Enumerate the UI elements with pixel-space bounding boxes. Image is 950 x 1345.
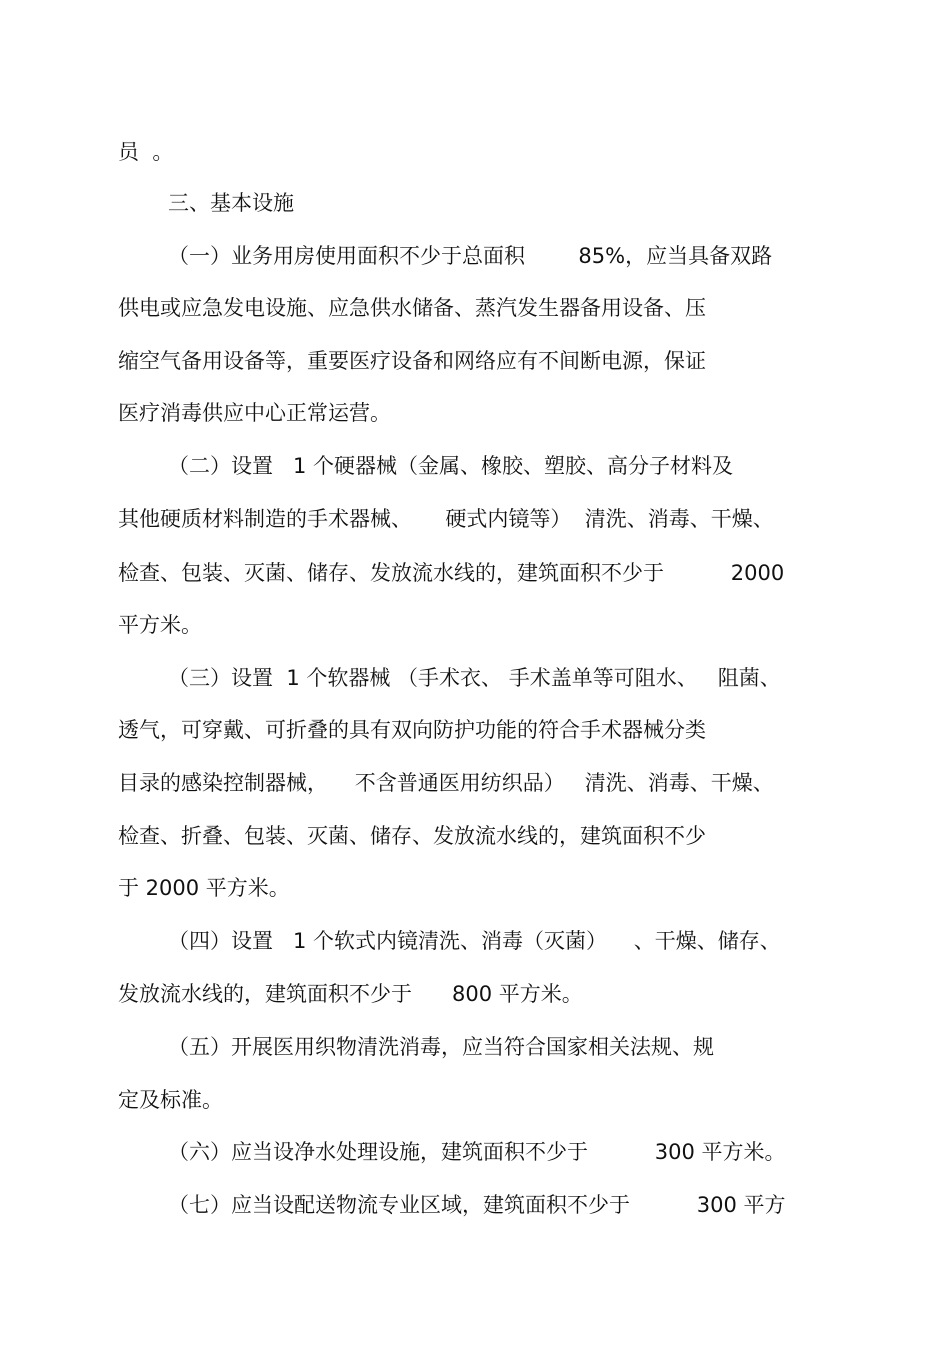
text-line-15: 于 2000 平方米。 [118,876,290,900]
text-line-20: （六）应当设净水处理设施，建筑面积不少于 300 平方米。 [168,1140,786,1164]
text-line-14: 检查、折叠、包装、灭菌、储存、发放流水线的，建筑面积不少 [118,824,706,848]
text-line-18: （五）开展医用织物清洗消毒，应当符合国家相关法规、规 [168,1035,714,1059]
text-line-16: （四）设置 1 个软式内镜清洗、消毒（灭菌） 、干燥、储存、 [168,929,781,953]
section-heading-basic-facilities: 三、基本设施 [168,191,294,215]
text-line-4: 供电或应急发电设施、应急供水储备、蒸汽发生器备用设备、压 [118,296,706,320]
text-line-12: 透气，可穿戴、可折叠的具有双向防护功能的符合手术器械分类 [118,718,706,742]
text-line-13: 目录的感染控制器械， 不含普通医用纺织品） 清洗、消毒、干燥、 [118,771,774,795]
text-line-11: （三）设置 1 个软器械 （手术衣、 手术盖单等可阻水、 阻菌、 [168,666,781,690]
text-line-6: 医疗消毒供应中心正常运营。 [118,401,391,425]
text-line-5: 缩空气备用设备等，重要医疗设备和网络应有不间断电源，保证 [118,349,706,373]
text-line-17: 发放流水线的，建筑面积不少于 800 平方米。 [118,982,583,1006]
text-line-3: （一）业务用房使用面积不少于总面积 85%，应当具备双路 [168,244,773,268]
text-line-7: （二）设置 1 个硬器械（金属、橡胶、塑胶、高分子材料及 [168,454,734,478]
text-line-10: 平方米。 [118,613,202,637]
text-line-19: 定及标准。 [118,1088,223,1112]
text-line-9: 检查、包装、灭菌、储存、发放流水线的，建筑面积不少于 2000 [118,561,785,585]
text-line-21: （七）应当设配送物流专业区域，建筑面积不少于 300 平方 [168,1193,786,1217]
text-line-8: 其他硬质材料制造的手术器械、 硬式内镜等） 清洗、消毒、干燥、 [118,507,774,531]
text-line-1: 员 。 [118,140,174,164]
